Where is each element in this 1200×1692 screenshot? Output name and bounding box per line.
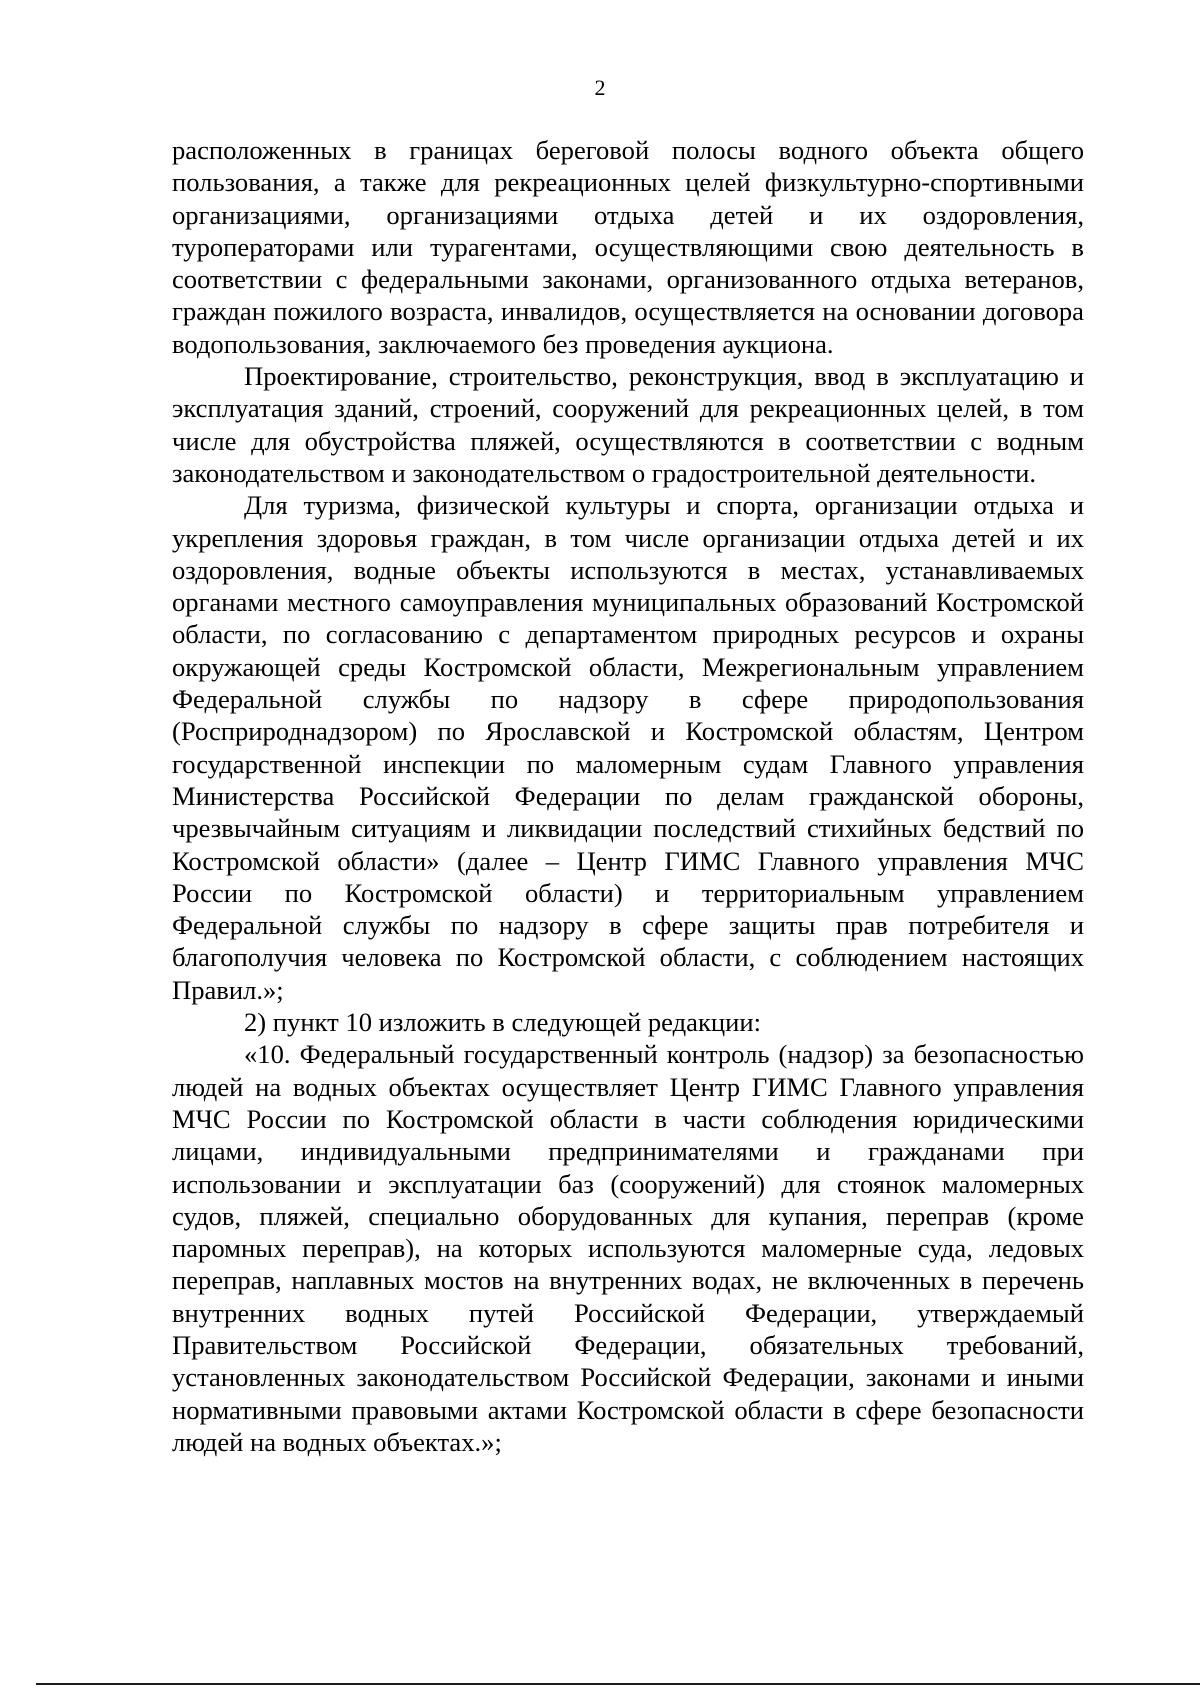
- paragraph-design-construction: Проектирование, строительство, реконструкция, ввод в эксплуатацию и эксплуатация зданий, строений, сооружений для рекреационных целей, в том числе для обустройства пляжей, осуществляются в соответствии с водным законодательством и законодательством о градостроительной деятельности.: [172, 361, 1084, 488]
- page-number: 2: [594, 75, 606, 100]
- bottom-divider: [36, 1683, 1200, 1685]
- paragraph-continuation: расположенных в границах береговой полосы водного объекта общего пользования, а также для рекреационных целей физкультурно-спортивными организациями, организациями отдыха детей и их оздоровления, туроператорами или турагентами, осуществляющими свою деятельность в соответствии с федеральными законами, организованного отдыха ветеранов, граждан пожилого возраста, инвалидов, осуществляется на основании договора водопользования, заключаемого без проведения аукциона.: [172, 135, 1084, 359]
- document-body: [172, 134, 1084, 1458]
- paragraph-tourism-water-objects: Для туризма, физической культуры и спорта, организации отдыха и укрепления здоровья граждан, в том числе организации отдыха детей и их оздоровления, водные объекты используются в местах, устанавливаемых органами местного самоуправления муниципальных образований Костромской области, по согласованию с департаментом природных ресурсов и охраны окружающей среды Костромской области, Межрегиональным управлением Федеральной службы по надзору в сфере природопользования (Росприроднадзором) по Ярославской и Костромской областям, Центром государственной инспекции по маломерным судам Главного управления Министерства Российской Федерации по делам гражданской обороны, чрезвычайным ситуациям и ликвидации последствий стихийных бедствий по Костромской области» (далее – Центр ГИМС Главного управления МЧС России по Костромской области) и территориальным управлением Федеральной службы по надзору в сфере защиты прав потребителя и благополучия человека по Костромской области, с соблюдением настоящих Правил.»;: [172, 490, 1084, 1005]
- paragraph-item-2: 2) пункт 10 изложить в следующей редакции:: [244, 1007, 761, 1038]
- paragraph-item-10: «10. Федеральный государственный контроль (надзор) за безопасностью людей на водных объектах осуществляет Центр ГИМС Главного управления МЧС России по Костромской области в части соблюдения юридическими лицами, индивидуальными предпринимателями и гражданами при использовании и эксплуатации баз (сооружений) для стоянок маломерных судов, пляжей, специально оборудованных для купания, переправ (кроме паромных переправ), на которых используются маломерные суда, ледовых переправ, наплавных мостов на внутренних водах, не включенных в перечень внутренних водных путей Российской Федерации, утверждаемый Правительством Российской Федерации, обязательных требований, установленных законодательством Российской Федерации, законами и иными нормативными правовыми актами Костромской области в сфере безопасности людей на водных объектах.»;: [172, 1039, 1084, 1457]
